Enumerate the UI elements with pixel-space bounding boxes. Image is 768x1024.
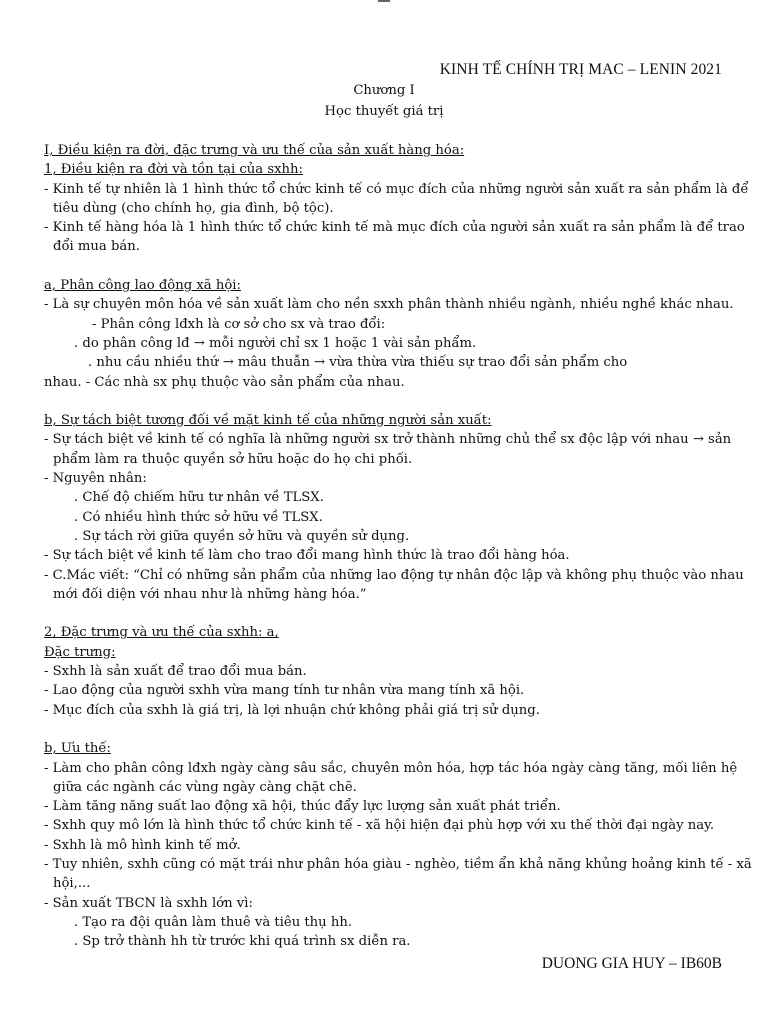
text-line: Đặc trưng: xyxy=(44,644,116,660)
header-title: KINH TẾ CHÍNH TRỊ MAC – LENIN 2021 xyxy=(439,61,722,78)
text-line: . Sp trở thành hh từ trước khi quá trình sx diễn ra. xyxy=(74,934,411,950)
text-line: - Làm tăng năng suất lao động xã hội, thúc đẩy lực lượng sản xuất phát triển. xyxy=(44,799,561,815)
text-line: - Là sự chuyên môn hóa về sản xuất làm cho nền sxxh phân thành nhiều ngành, nhiều nghề khác nhau. xyxy=(44,297,734,313)
text-line: - Sxhh là sản xuất để trao đổi mua bán. xyxy=(44,664,307,680)
text-line: phẩm làm ra thuộc quyền sở hữu hoặc do họ chi phối. xyxy=(53,451,413,467)
text-line: - Làm cho phân công lđxh ngày càng sâu sắc, chuyên môn hóa, hợp tác hóa ngày càng tăng, mối liên hệ xyxy=(44,760,738,776)
text-line: b, Ưu thế: xyxy=(44,741,111,757)
blank-line xyxy=(44,392,734,411)
text-line: mới đối diện với nhau như là những hàng hóa.” xyxy=(53,586,367,602)
text-line: hội,... xyxy=(53,876,91,892)
top-edge-mark xyxy=(378,0,390,2)
text-line: 2, Đặc trưng và ưu thế của sxhh: a, xyxy=(44,625,279,641)
text-line: . Có nhiều hình thức sở hữu về TLSX. xyxy=(74,509,323,525)
text-line: - Sự tách biệt về kinh tế có nghĩa là những người sx trở thành những chủ thể sx độc lập với nhau → sản xyxy=(44,432,732,448)
text-line: I, Điều kiện ra đời, đặc trưng và ưu thế của sản xuất hàng hóa: xyxy=(44,143,465,158)
text-line: nhau. - Các nhà sx phụ thuộc vào sản phẩm của nhau. xyxy=(44,374,405,390)
text-line: . Tạo ra đội quân làm thuê và tiêu thụ hh. xyxy=(74,914,353,930)
text-line: - Kinh tế hàng hóa là 1 hình thức tổ chức kinh tế mà mục đích của người sản xuất ra sản phẩm là để trao xyxy=(44,220,745,236)
text-line: - Kinh tế tự nhiên là 1 hình thức tổ chức kinh tế có mục đích của những người sản xuất ra sản phẩm là để xyxy=(44,181,749,197)
chapter-heading: Chương I xyxy=(353,83,415,98)
text-line: - Sxhh quy mô lớn là hình thức tổ chức kinh tế - xã hội hiện đại phù hợp với xu thế thời đại ngày nay. xyxy=(44,818,715,834)
text-line: - Sản xuất TBCN là sxhh lớn vì: xyxy=(44,895,253,911)
chapter-subtitle: Học thuyết giá trị xyxy=(324,104,444,119)
footer-author: DUONG GIA HUY – IB60B xyxy=(541,955,722,972)
text-line: - C.Mác viết: “Chỉ có những sản phẩm của những lao động tự nhân độc lập và không phụ thuộc vào nhau xyxy=(44,567,744,583)
blank-line xyxy=(44,720,734,739)
text-line: giữa các ngành các vùng ngày càng chặt chẽ. xyxy=(53,779,357,795)
text-line: . nhu cầu nhiều thứ → mâu thuẫn → vừa thừa vừa thiếu sự trao đổi sản phẩm cho xyxy=(88,355,628,371)
document-body xyxy=(44,141,752,951)
text-line: tiêu dùng (cho chính họ, gia đình, bộ tộc). xyxy=(53,200,334,216)
text-line: - Lao động của người sxhh vừa mang tính tư nhân vừa mang tính xã hội. xyxy=(44,683,525,699)
text-line: 1, Điều kiện ra đời và tồn tại của sxhh: xyxy=(44,162,303,178)
blank-line xyxy=(44,257,734,276)
text-line: . Chế độ chiếm hữu tư nhân về TLSX. xyxy=(74,490,324,506)
text-line: b, Sự tách biệt tương đối về mặt kinh tế của những người sản xuất: xyxy=(44,413,492,429)
text-line: . Sự tách rời giữa quyền sở hữu và quyền sử dụng. xyxy=(74,528,410,544)
text-line: a, Phân công lao động xã hội: xyxy=(44,278,241,294)
text-line: - Sxhh là mô hình kinh tế mở. xyxy=(44,837,241,853)
text-line: - Mục đích của sxhh là giá trị, là lợi nhuận chứ không phải giá trị sử dụng. xyxy=(44,702,540,718)
text-line: - Sự tách biệt về kinh tế làm cho trao đổi mang hình thức là trao đổi hàng hóa. xyxy=(44,548,570,564)
text-line: - Phân công lđxh là cơ sở cho sx và trao đổi: xyxy=(92,316,386,332)
text-line: . do phân công lđ → mỗi người chỉ sx 1 hoặc 1 vài sản phẩm. xyxy=(74,335,477,351)
text-line: - Nguyên nhân: xyxy=(44,471,147,487)
blank-line xyxy=(44,604,734,623)
text-line: - Tuy nhiên, sxhh cũng có mặt trái như phân hóa giàu - nghèo, tiềm ẩn khả năng khủng hoảng kinh tế - xã xyxy=(44,856,752,872)
text-line: đổi mua bán. xyxy=(53,239,140,255)
